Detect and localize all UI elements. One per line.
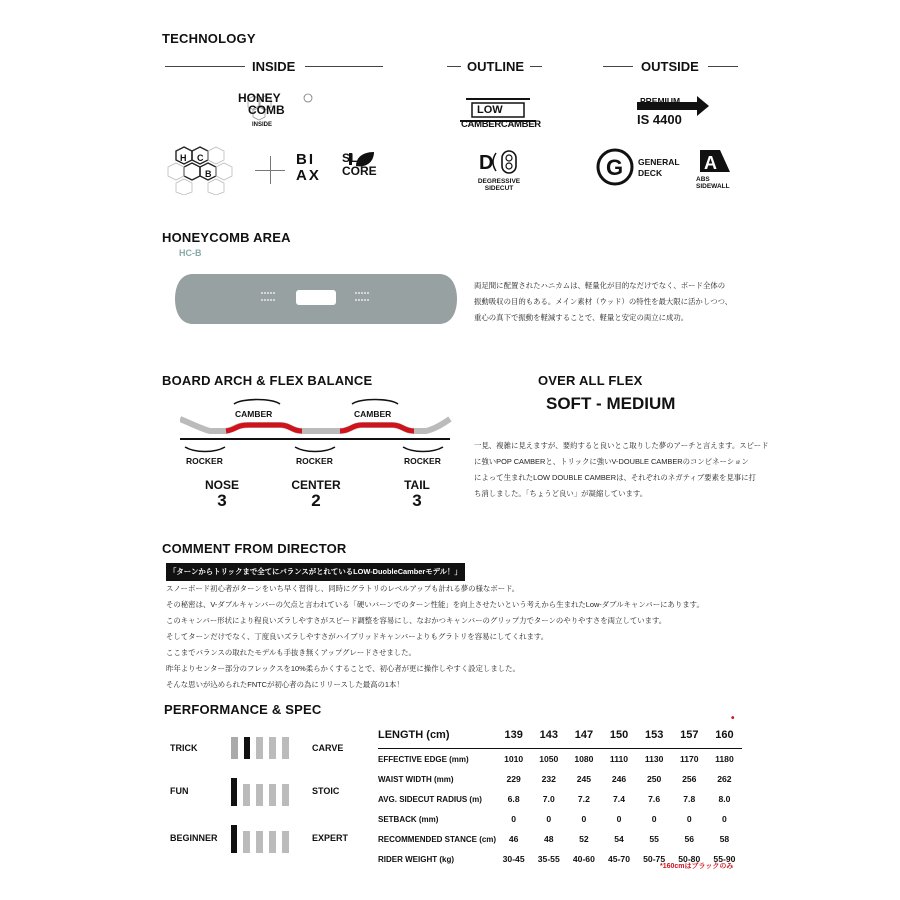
board-arch-diagram bbox=[180, 395, 460, 480]
table-cell: 45-70 bbox=[608, 854, 630, 864]
hcb-letter: H bbox=[180, 153, 187, 163]
table-cell: 6.8 bbox=[507, 794, 520, 804]
table-row bbox=[378, 789, 742, 809]
svg-text:A: A bbox=[704, 153, 717, 173]
table-header: 157 bbox=[672, 722, 707, 749]
table-cell: 1110 bbox=[609, 754, 629, 764]
table-row bbox=[378, 749, 742, 770]
director-comment bbox=[166, 563, 766, 693]
black-only-marker: • bbox=[731, 713, 735, 724]
text-line: その秘密は、V-ダブルキャンバーの欠点と言われている「硬いバーンでのターン性能」を向上させたいという考えから生まれたLow-ダブルキャンバーにあります。 bbox=[166, 600, 704, 609]
scale-right-label: STOIC bbox=[312, 786, 340, 796]
logo-text: CO bbox=[248, 103, 266, 117]
camber-label: CAMBER bbox=[461, 119, 501, 130]
table-cell: 54 bbox=[614, 834, 624, 844]
overall-flex-title: OVER ALL FLEX bbox=[538, 373, 643, 388]
degressive-sidecut-icon bbox=[478, 149, 522, 180]
logo-text: HO bbox=[238, 91, 256, 105]
table-cell: 1180 bbox=[715, 754, 734, 764]
scale-beginner-expert bbox=[231, 825, 295, 858]
divider bbox=[165, 66, 245, 67]
spec-table bbox=[378, 722, 742, 869]
table-cell: 0 bbox=[581, 814, 587, 824]
slcore-text: SL bbox=[342, 151, 358, 165]
rocker-label: ROCKER bbox=[186, 456, 223, 466]
table-row bbox=[378, 829, 742, 849]
divider bbox=[708, 66, 738, 67]
table-row bbox=[378, 769, 742, 789]
technology-title: TECHNOLOGY bbox=[162, 31, 256, 46]
general-deck-label: DECK bbox=[638, 168, 663, 178]
table-cell: 256 bbox=[682, 774, 697, 784]
row-label: SETBACK (mm) bbox=[378, 814, 439, 824]
outline-heading: OUTLINE bbox=[467, 59, 525, 74]
black-only-note: *160cmはブラックのみ bbox=[660, 863, 734, 870]
table-cell: 7.8 bbox=[683, 794, 696, 804]
zone-name: CENTER bbox=[291, 478, 341, 492]
text-line: ち消しました。「ちょうど良い」が凝縮しています。 bbox=[474, 489, 648, 498]
honeycomb-description bbox=[474, 278, 774, 326]
table-header: 160 bbox=[707, 722, 742, 749]
table-cell: 0 bbox=[686, 814, 692, 824]
table-cell: 7.4 bbox=[613, 794, 625, 804]
table-row bbox=[378, 722, 742, 749]
table-cell: 1130 bbox=[644, 754, 664, 764]
text-line: スノーボード初心者がターンをいち早く習得し、同時にグラトリのレベルアップも計れる夢の様なボード。 bbox=[166, 584, 520, 593]
logo-text: INSIDE bbox=[252, 122, 273, 128]
divider bbox=[447, 66, 461, 67]
snowboard-top-view bbox=[175, 268, 457, 335]
table-cell: 250 bbox=[646, 774, 662, 784]
table-cell: 1080 bbox=[574, 754, 594, 764]
table-header: LENGTH (cm) bbox=[378, 722, 496, 749]
table-cell: 229 bbox=[506, 774, 521, 784]
table-cell: 0 bbox=[511, 814, 517, 824]
comment-title: COMMENT FROM DIRECTOR bbox=[162, 541, 347, 556]
divider bbox=[603, 66, 633, 67]
board-arch-title: BOARD ARCH & FLEX BALANCE bbox=[162, 373, 373, 388]
row-label: RIDER WEIGHT (kg) bbox=[378, 854, 454, 864]
zone-value: 3 bbox=[217, 491, 227, 510]
table-cell: 0 bbox=[546, 814, 552, 824]
hc-b-label: HC-B bbox=[179, 248, 202, 258]
hcb-hex-icon bbox=[164, 143, 240, 200]
table-cell: 55-90 bbox=[713, 854, 736, 864]
table-cell: 50-80 bbox=[678, 854, 701, 864]
scale-left-label: FUN bbox=[170, 786, 189, 796]
scale-right-label: EXPERT bbox=[312, 833, 349, 843]
table-cell: 7.0 bbox=[542, 794, 555, 804]
biax-text: BI bbox=[296, 151, 315, 168]
zone-value: 2 bbox=[311, 491, 321, 510]
row-label: WAIST WIDTH (mm) bbox=[378, 774, 454, 784]
table-cell: 48 bbox=[543, 834, 554, 844]
zone-name: TAIL bbox=[404, 478, 430, 492]
general-deck-label: GENERAL bbox=[638, 157, 680, 167]
table-cell: 56 bbox=[684, 834, 695, 844]
table-header: 147 bbox=[566, 722, 601, 749]
hcb-letter: C bbox=[197, 153, 204, 163]
rocker-label: ROCKER bbox=[404, 456, 441, 466]
overall-flex-value: SOFT - MEDIUM bbox=[546, 394, 676, 413]
text-line: 両足間に配置されたハニカムは、軽量化が目的なだけでなく、ボード全体の bbox=[474, 281, 726, 290]
abs-label: SIDEWALL bbox=[696, 183, 730, 190]
inside-heading: INSIDE bbox=[252, 59, 296, 74]
table-cell: 55 bbox=[649, 834, 659, 844]
flex-description bbox=[474, 438, 774, 502]
biax-text: AX bbox=[296, 167, 321, 184]
premium-label: PREMIUM bbox=[640, 96, 681, 106]
table-cell: 46 bbox=[508, 834, 519, 844]
logo-text: NEY bbox=[256, 91, 281, 105]
outside-heading: OUTSIDE bbox=[641, 59, 699, 74]
degressive-label: DEGRESSIVE bbox=[477, 178, 521, 185]
abs-label: ABS bbox=[696, 176, 710, 183]
zone-name: NOSE bbox=[204, 478, 239, 492]
table-cell: 1050 bbox=[539, 754, 559, 764]
table-cell: 0 bbox=[651, 814, 657, 824]
abs-sidewall-icon bbox=[698, 148, 732, 179]
table-cell: 40-60 bbox=[572, 854, 595, 864]
table-cell: 7.6 bbox=[648, 794, 661, 804]
camber-label: CAMBER bbox=[354, 409, 392, 419]
text-line: に強いPOP CAMBERと、トリックに強いV-DOUBLE CAMBERのコンビネーション bbox=[474, 457, 749, 466]
table-cell: 232 bbox=[541, 774, 556, 784]
table-header: 143 bbox=[531, 722, 566, 749]
performance-title: PERFORMANCE & SPEC bbox=[164, 702, 322, 717]
scale-fun-stoic bbox=[231, 778, 295, 811]
divider bbox=[305, 66, 383, 67]
camber-label: CAMBER bbox=[235, 409, 273, 419]
text-line: ここまでバランスの取れたモデルも手抜き無くアップグレードさせました。 bbox=[166, 648, 416, 657]
table-cell: 246 bbox=[611, 774, 627, 784]
table-cell: 50-75 bbox=[643, 854, 666, 864]
row-label: EFFECTIVE EDGE (mm) bbox=[378, 754, 469, 764]
scale-trick-carve bbox=[231, 737, 295, 764]
scale-left-label: BEGINNER bbox=[170, 833, 218, 843]
scale-right-label: CARVE bbox=[312, 743, 344, 753]
text-line: そんな思いが込められたFNTCが初心者の為にリリースした最高の1本！ bbox=[166, 680, 404, 689]
honeycomb-area-title: HONEYCOMB AREA bbox=[162, 230, 291, 245]
flex-zone-nose bbox=[197, 478, 247, 510]
table-cell: 0 bbox=[722, 814, 727, 824]
table-cell: 245 bbox=[576, 774, 592, 784]
rocker-label: ROCKER bbox=[296, 456, 333, 466]
table-cell: 7.2 bbox=[577, 794, 590, 804]
table-cell: 1170 bbox=[679, 754, 699, 764]
table-cell: 58 bbox=[719, 834, 730, 844]
row-label: AVG. SIDECUT RADIUS (m) bbox=[378, 794, 482, 804]
camber-label: CAMBER bbox=[500, 119, 541, 130]
text-line: このキャンバー形状により程良いズラしやすさがスピード調整を容易にし、なおかつキャンバーのグリップ力でターンのやりやすさを両立しています。 bbox=[166, 616, 667, 625]
low-label: LOW bbox=[477, 104, 503, 116]
table-cell: 1010 bbox=[504, 754, 524, 764]
table-cell: 52 bbox=[579, 834, 589, 844]
text-line: 重心の真下で振動を軽減することで、軽量と安定の両立に成功。 bbox=[474, 313, 689, 322]
is4400-label: IS 4400 bbox=[637, 112, 682, 127]
g-circle-icon bbox=[596, 148, 634, 191]
text-line: 一見、複雑に見えますが、要約すると良いとこ取りした夢のアーチと言えます。スピード bbox=[474, 441, 769, 450]
table-header: 139 bbox=[496, 722, 531, 749]
comment-headline: 「ターンからトリックまで全てにバランスがとれているLOW-DuobleCamberモデル！」 bbox=[166, 563, 465, 581]
plus-icon bbox=[270, 156, 271, 184]
hcb-letter: B bbox=[205, 169, 212, 179]
table-header: 153 bbox=[637, 722, 672, 749]
row-label: RECOMMENDED STANCE (cm) bbox=[378, 834, 497, 844]
text-line: によって生まれたLOW DOUBLE CAMBERは、それぞれのネガティブ要素を見事に打 bbox=[474, 473, 756, 482]
table-cell: 0 bbox=[616, 814, 622, 824]
degressive-label: SIDECUT bbox=[484, 185, 514, 192]
scale-left-label: TRICK bbox=[170, 743, 198, 753]
table-cell: 30-45 bbox=[502, 854, 525, 864]
zone-value: 3 bbox=[412, 491, 422, 510]
text-line: 振動吸収の目的もある。メイン素材（ウッド）の特性を最大限に活かしつつ、 bbox=[474, 297, 733, 306]
slcore-text: CORE bbox=[342, 164, 377, 178]
table-cell: 8.0 bbox=[718, 794, 731, 804]
flex-zone-tail bbox=[392, 478, 442, 510]
table-row bbox=[378, 809, 742, 829]
divider bbox=[530, 66, 542, 67]
table-cell: 262 bbox=[717, 774, 732, 784]
text-line: 昨年よりセンター部分のフレックスを10%柔らかくすることで、初心者が更に操作しやすく設定しました。 bbox=[166, 664, 520, 673]
table-cell: 35-55 bbox=[537, 854, 560, 864]
logo-text: MB bbox=[266, 103, 285, 117]
flex-zone-center bbox=[286, 478, 346, 510]
table-header: 150 bbox=[601, 722, 636, 749]
svg-text:D: D bbox=[479, 152, 494, 174]
svg-text:G: G bbox=[606, 155, 624, 180]
text-line: そしてターンだけでなく、丁度良いズラしやすさがハイブリッドキャンバーよりもグラトリを容易にしてくれます。 bbox=[166, 632, 549, 641]
